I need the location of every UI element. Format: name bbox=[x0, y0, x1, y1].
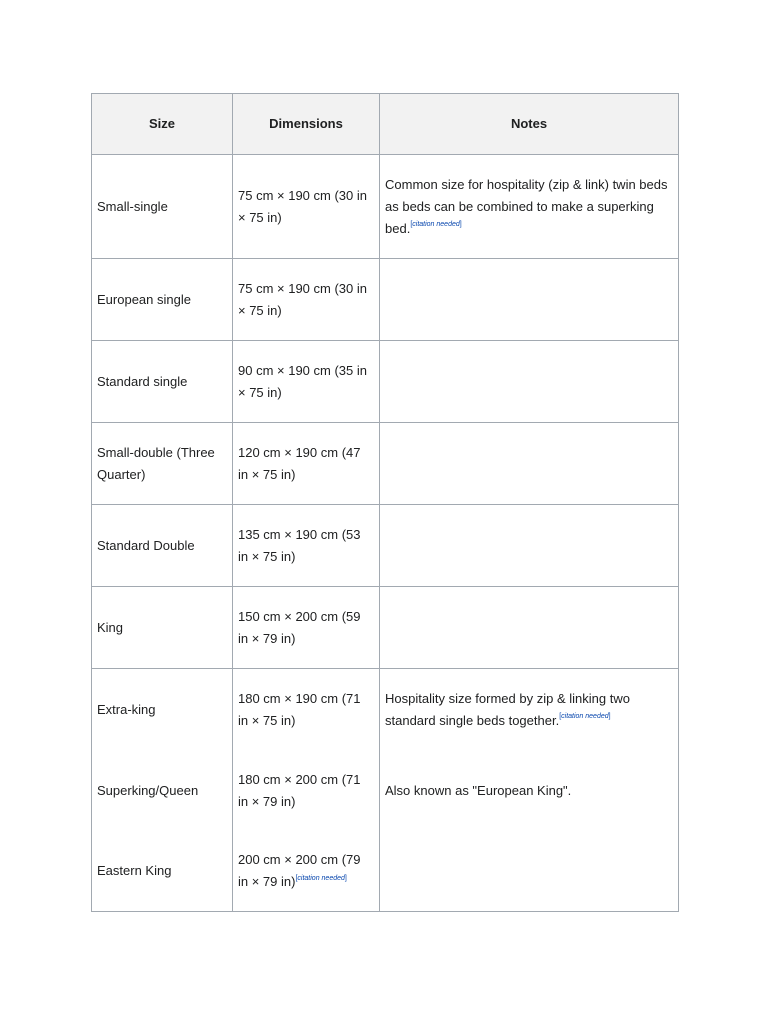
dimensions-cell: 150 cm × 200 cm (59 in × 79 in) bbox=[233, 587, 380, 669]
dimensions-cell: 180 cm × 200 cm (71 in × 79 in) bbox=[233, 750, 380, 831]
dimensions-cell: 135 cm × 190 cm (53 in × 75 in) bbox=[233, 505, 380, 587]
size-cell: Standard single bbox=[92, 341, 233, 423]
notes-text: Common size for hospitality (zip & link) twin beds as beds can be combined to make a superking bed. bbox=[385, 176, 668, 236]
size-cell: Small-single bbox=[92, 155, 233, 259]
notes-cell bbox=[380, 587, 679, 669]
size-cell: Standard Double bbox=[92, 505, 233, 587]
size-cell: Eastern King bbox=[92, 831, 233, 912]
size-cell: Superking/Queen bbox=[92, 750, 233, 831]
size-cell: King bbox=[92, 587, 233, 669]
dimensions-cell: 75 cm × 190 cm (30 in × 75 in) bbox=[233, 155, 380, 259]
size-cell: Small-double (Three Quarter) bbox=[92, 423, 233, 505]
citation-needed-link[interactable]: [citation needed] bbox=[559, 713, 611, 721]
size-cell: Extra-king bbox=[92, 669, 233, 751]
table-header-row bbox=[92, 94, 679, 155]
notes-cell bbox=[380, 505, 679, 587]
table-row bbox=[92, 341, 679, 423]
notes-cell bbox=[380, 259, 679, 341]
dimensions-cell: 180 cm × 190 cm (71 in × 75 in) bbox=[233, 669, 380, 751]
table-row bbox=[92, 831, 679, 912]
table-row bbox=[92, 423, 679, 505]
table-row bbox=[92, 505, 679, 587]
citation-needed-link[interactable]: [citation needed] bbox=[410, 221, 462, 229]
table-row bbox=[92, 669, 679, 751]
header-dimensions: Dimensions bbox=[233, 94, 380, 155]
citation-needed-link[interactable]: [citation needed] bbox=[295, 874, 347, 882]
notes-cell: Also known as "European King". bbox=[380, 750, 679, 831]
notes-cell bbox=[380, 831, 679, 912]
header-size: Size bbox=[92, 94, 233, 155]
notes-cell bbox=[380, 669, 679, 751]
size-cell: European single bbox=[92, 259, 233, 341]
table-row bbox=[92, 750, 679, 831]
notes-text: Hospitality size formed by zip & linking two standard single beds together. bbox=[385, 690, 630, 728]
table-row bbox=[92, 259, 679, 341]
dimensions-cell: 90 cm × 190 cm (35 in × 75 in) bbox=[233, 341, 380, 423]
bed-sizes-table bbox=[91, 93, 679, 912]
citation-label: citation needed bbox=[561, 713, 609, 721]
table-row bbox=[92, 587, 679, 669]
table-row bbox=[92, 155, 679, 259]
dimensions-cell bbox=[233, 831, 380, 912]
header-notes: Notes bbox=[380, 94, 679, 155]
dimensions-cell: 120 cm × 190 cm (47 in × 75 in) bbox=[233, 423, 380, 505]
dimensions-cell: 75 cm × 190 cm (30 in × 75 in) bbox=[233, 259, 380, 341]
notes-cell bbox=[380, 423, 679, 505]
citation-label: citation needed bbox=[412, 221, 460, 229]
notes-cell bbox=[380, 155, 679, 259]
citation-label: citation needed bbox=[297, 874, 345, 882]
dimensions-text: 200 cm × 200 cm (79 in × 79 in) bbox=[238, 852, 361, 889]
notes-cell bbox=[380, 341, 679, 423]
